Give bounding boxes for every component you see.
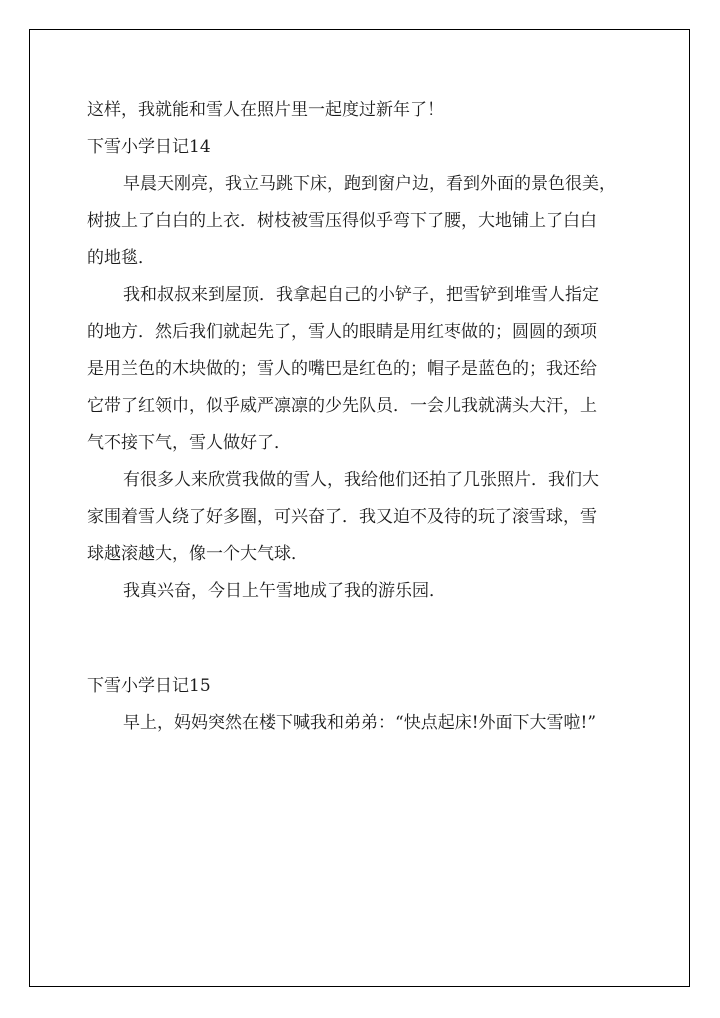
paragraph-line: 树披上了白白的上衣．树枝被雪压得似乎弯下了腰，大地铺上了白白 xyxy=(87,211,597,231)
paragraph-line: 的地方．然后我们就起先了，雪人的眼睛是用红枣做的；圆圆的颈项 xyxy=(87,322,597,342)
paragraph-line: 气不接下气，雪人做好了． xyxy=(87,433,291,453)
paragraph-line: 是用兰色的木块做的；雪人的嘴巴是红色的；帽子是蓝色的；我还给 xyxy=(87,359,597,379)
paragraph-line: 我和叔叔来到屋顶．我拿起自己的小铲子，把雪铲到堆雪人指定 xyxy=(123,285,599,305)
diary-heading-15: 下雪小学日记15 xyxy=(87,676,211,696)
paragraph-line: 它带了红领巾，似乎威严凛凛的少先队员．一会儿我就满头大汗，上 xyxy=(87,396,597,416)
paragraph-line: 球越滚越大，像一个大气球． xyxy=(87,544,308,564)
paragraph-line: 的地毯． xyxy=(87,248,155,268)
section-spacer xyxy=(87,610,635,668)
paragraph-line: 有很多人来欣赏我做的雪人，我给他们还拍了几张照片．我们大 xyxy=(123,470,599,490)
paragraph-line: 早晨天刚亮，我立马跳下床，跑到窗户边，看到外面的景色很美， xyxy=(123,174,616,194)
paragraph-line: 家围着雪人绕了好多圈，可兴奋了．我又迫不及待的玩了滚雪球，雪 xyxy=(87,507,597,527)
text-line: 这样，我就能和雪人在照片里一起度过新年了！ xyxy=(87,100,444,120)
paragraph-line: 我真兴奋，今日上午雪地成了我的游乐园． xyxy=(123,581,446,601)
diary-heading-14: 下雪小学日记14 xyxy=(87,137,211,157)
paragraph-line: 早上，妈妈突然在楼下喊我和弟弟：“快点起床!外面下大雪啦!” xyxy=(123,713,597,733)
document-body xyxy=(87,92,635,742)
